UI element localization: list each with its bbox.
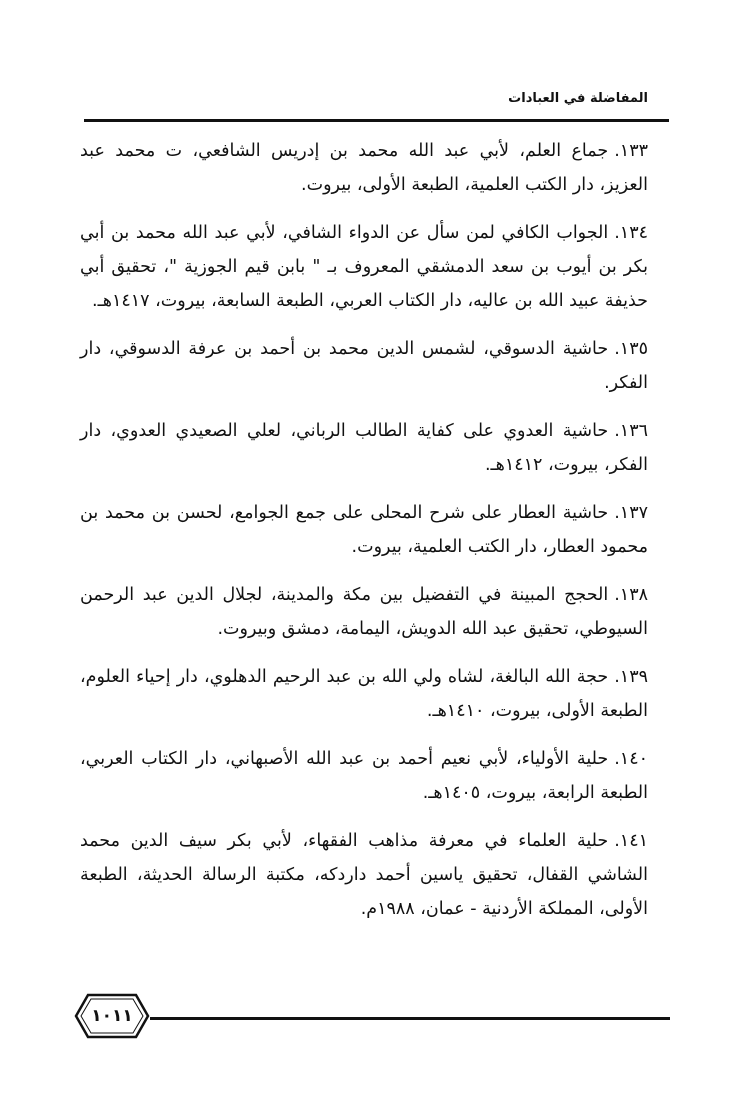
reference-list [80,134,648,940]
reference-entry [80,216,648,318]
reference-entry [80,134,648,202]
reference-number: ١٣٥. [614,339,648,359]
footer-rule [150,1017,670,1020]
reference-entry [80,824,648,926]
reference-text: حاشية العطار على شرح المحلى على جمع الجوامع، لحسن بن محمد بن محمود العطار، دار الكتب العلمية، بيروت. [80,503,648,557]
reference-text: الجواب الكافي لمن سأل عن الدواء الشافي، لأبي عبد الله محمد بن أبي بكر بن أيوب بن سعد الدمشقي المعروف بـ " بابن قيم الجوزية "، تحقيق أبي حذيفة عبيد الله بن عاليه، دار الكتاب العربي، الطبعة السابعة، بيروت، ١٤١٧هـ. [80,223,648,311]
reference-entry [80,742,648,810]
reference-entry [80,332,648,400]
reference-text: حاشية العدوي على كفاية الطالب الرباني، لعلي الصعيدي العدوي، دار الفكر، بيروت، ١٤١٢هـ. [80,421,648,475]
reference-text: حلية العلماء في معرفة مذاهب الفقهاء، لأبي بكر سيف الدين محمد الشاشي القفال، تحقيق ياسين أحمد داردكه، مكتبة الرسالة الحديثة، الطبعة الأولى، المملكة الأردنية - عمان، ١٩٨٨م. [80,831,648,919]
reference-entry [80,496,648,564]
header-rule [84,119,669,122]
reference-text: الحجج المبينة في التفضيل بين مكة والمدينة، لجلال الدين عبد الرحمن السيوطي، تحقيق عبد الله الدويش، اليمامة، دمشق وبيروت. [80,585,648,639]
page-footer [74,993,670,1039]
page-number: ١٠١١ [91,1006,133,1026]
running-header: المفاضلة في العبادات [508,91,648,106]
reference-text: حجة الله البالغة، لشاه ولي الله بن عبد الرحيم الدهلوي، دار إحياء العلوم، الطبعة الأولى، بيروت، ١٤١٠هـ. [80,667,648,721]
reference-number: ١٣٤. [614,223,648,243]
page-number-badge [74,993,150,1039]
reference-number: ١٣٨. [614,585,648,605]
reference-number: ١٣٦. [614,421,648,441]
reference-number: ١٤٠. [614,749,648,769]
reference-entry [80,660,648,728]
reference-number: ١٣٩. [614,667,648,687]
reference-number: ١٤١. [614,831,648,851]
reference-text: جماع العلم، لأبي عبد الله محمد بن إدريس الشافعي، ت محمد عبد العزيز، دار الكتب العلمية، الطبعة الأولى، بيروت. [80,141,648,195]
reference-number: ١٣٧. [614,503,648,523]
reference-text: حاشية الدسوقي، لشمس الدين محمد بن أحمد بن عرفة الدسوقي، دار الفكر. [80,339,648,393]
reference-text: حلية الأولياء، لأبي نعيم أحمد بن عبد الله الأصبهاني، دار الكتاب العربي، الطبعة الرابعة، بيروت، ١٤٠٥هـ. [80,749,648,803]
reference-entry [80,578,648,646]
reference-number: ١٣٣. [614,141,648,161]
reference-entry [80,414,648,482]
